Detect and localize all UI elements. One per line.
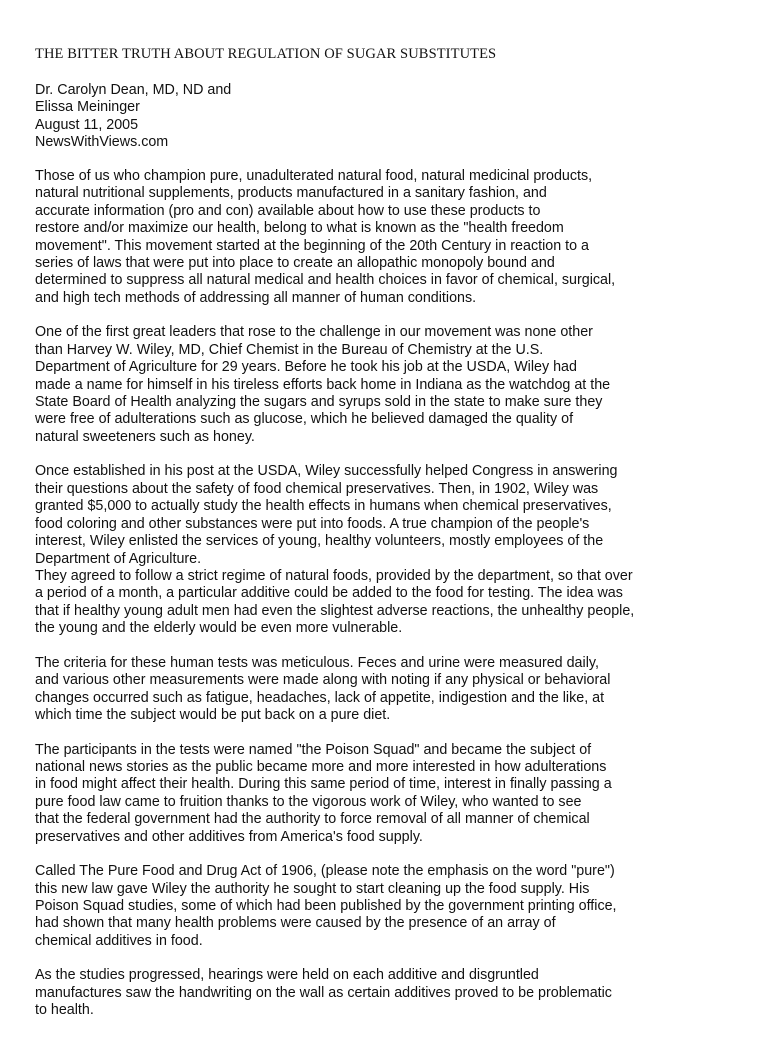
text-line: movement". This movement started at the beginning of the 20th Century in reaction to a xyxy=(35,237,589,254)
paragraph xyxy=(35,168,755,307)
paragraph xyxy=(35,655,755,725)
text-line: As the studies progressed, hearings were held on each additive and disgruntled xyxy=(35,967,539,984)
text-line: that the federal government had the authority to force removal of all manner of chemical xyxy=(35,811,590,828)
paragraph xyxy=(35,463,755,567)
paragraph xyxy=(35,324,755,446)
text-line: which time the subject would be put back on a pure diet. xyxy=(35,706,391,723)
text-line: interest, Wiley enlisted the services of young, healthy volunteers, mostly employees of the xyxy=(35,533,604,550)
text-line: chemical additives in food. xyxy=(35,932,203,949)
text-line: Department of Agriculture for 29 years. Before he took his job at the USDA, Wiley had xyxy=(35,359,577,376)
text-line: pure food law came to fruition thanks to the vigorous work of Wiley, who wanted to see xyxy=(35,793,582,810)
byline-authors: Dr. Carolyn Dean, MD, ND and xyxy=(35,82,232,98)
text-line: a period of a month, a particular additive could be added to the food for testing. The idea was xyxy=(35,585,623,602)
text-line: than Harvey W. Wiley, MD, Chief Chemist in the Bureau of Chemistry at the U.S. xyxy=(35,341,544,358)
text-line: State Board of Health analyzing the sugars and syrups sold in the state to make sure they xyxy=(35,394,603,411)
byline-coauthor: Elissa Meininger xyxy=(35,99,140,116)
byline xyxy=(35,82,231,152)
paragraph xyxy=(35,863,755,950)
paragraph xyxy=(35,742,755,846)
text-line: accurate information (pro and con) available about how to use these products to xyxy=(35,202,541,219)
text-line: The participants in the tests were named "the Poison Squad" and became the subject of xyxy=(35,741,592,758)
article-body xyxy=(35,168,755,1037)
text-line: natural nutritional supplements, products manufactured in a sanitary fashion, and xyxy=(35,185,547,202)
text-line: manufactures saw the handwriting on the wall as certain additives proved to be problematic xyxy=(35,984,612,1001)
text-line: natural sweeteners such as honey. xyxy=(35,428,255,445)
byline-date: August 11, 2005 xyxy=(35,116,139,133)
text-line: Called The Pure Food and Drug Act of 1906, (please note the emphasis on the word "pure") xyxy=(35,863,615,880)
text-line: changes occurred such as fatigue, headaches, lack of appetite, indigestion and the like, at xyxy=(35,689,605,706)
text-line: restore and/or maximize our health, belong to what is known as the "health freedom xyxy=(35,220,564,237)
document-title: THE BITTER TRUTH ABOUT REGULATION OF SUGAR SUBSTITUTES xyxy=(35,46,497,62)
text-line: and various other measurements were made along with noting if any physical or behavioral xyxy=(35,672,611,689)
text-line: granted $5,000 to actually study the health effects in humans when chemical preservatives, xyxy=(35,498,612,515)
byline-source: NewsWithViews.com xyxy=(35,134,169,151)
text-line: determined to suppress all natural medical and health choices in favor of chemical, surgical, xyxy=(35,272,616,289)
text-line: Those of us who champion pure, unadulterated natural food, natural medicinal products, xyxy=(35,168,593,184)
text-line: that if healthy young adult men had even the slightest adverse reactions, the unhealthy people, xyxy=(35,602,635,619)
text-line: series of laws that were put into place to create an allopathic monopoly bound and xyxy=(35,255,555,272)
text-line: One of the first great leaders that rose to the challenge in our movement was none other xyxy=(35,324,593,341)
text-line: food coloring and other substances were put into foods. A true champion of the people's xyxy=(35,515,590,532)
text-line: in food might affect their health. During this same period of time, interest in finally passing a xyxy=(35,776,612,793)
text-line: to health. xyxy=(35,1002,94,1019)
text-line: Poison Squad studies, some of which had been published by the government printing office, xyxy=(35,897,617,914)
text-line: preservatives and other additives from America's food supply. xyxy=(35,828,423,845)
text-line: The criteria for these human tests was meticulous. Feces and urine were measured daily, xyxy=(35,654,599,671)
text-line: Department of Agriculture. xyxy=(35,550,202,567)
text-line: the young and the elderly would be even more vulnerable. xyxy=(35,620,403,637)
text-line: Once established in his post at the USDA, Wiley successfully helped Congress in answering xyxy=(35,463,618,480)
text-line: and high tech methods of addressing all manner of human conditions. xyxy=(35,289,477,306)
paragraph xyxy=(35,967,755,1019)
text-line: were free of adulterations such as glucose, which he believed damaged the quality of xyxy=(35,411,574,428)
text-line: They agreed to follow a strict regime of natural foods, provided by the department, so that over xyxy=(35,567,633,584)
text-line: had shown that many health problems were caused by the presence of an array of xyxy=(35,915,556,932)
text-line: their questions about the safety of food chemical preservatives. Then, in 1902, Wiley was xyxy=(35,480,599,497)
text-line: this new law gave Wiley the authority he sought to start cleaning up the food supply. His xyxy=(35,880,590,897)
text-line: national news stories as the public became more and more interested in how adulterations xyxy=(35,758,607,775)
paragraph xyxy=(35,568,755,638)
text-line: made a name for himself in his tireless efforts back home in Indiana as the watchdog at the xyxy=(35,376,611,393)
